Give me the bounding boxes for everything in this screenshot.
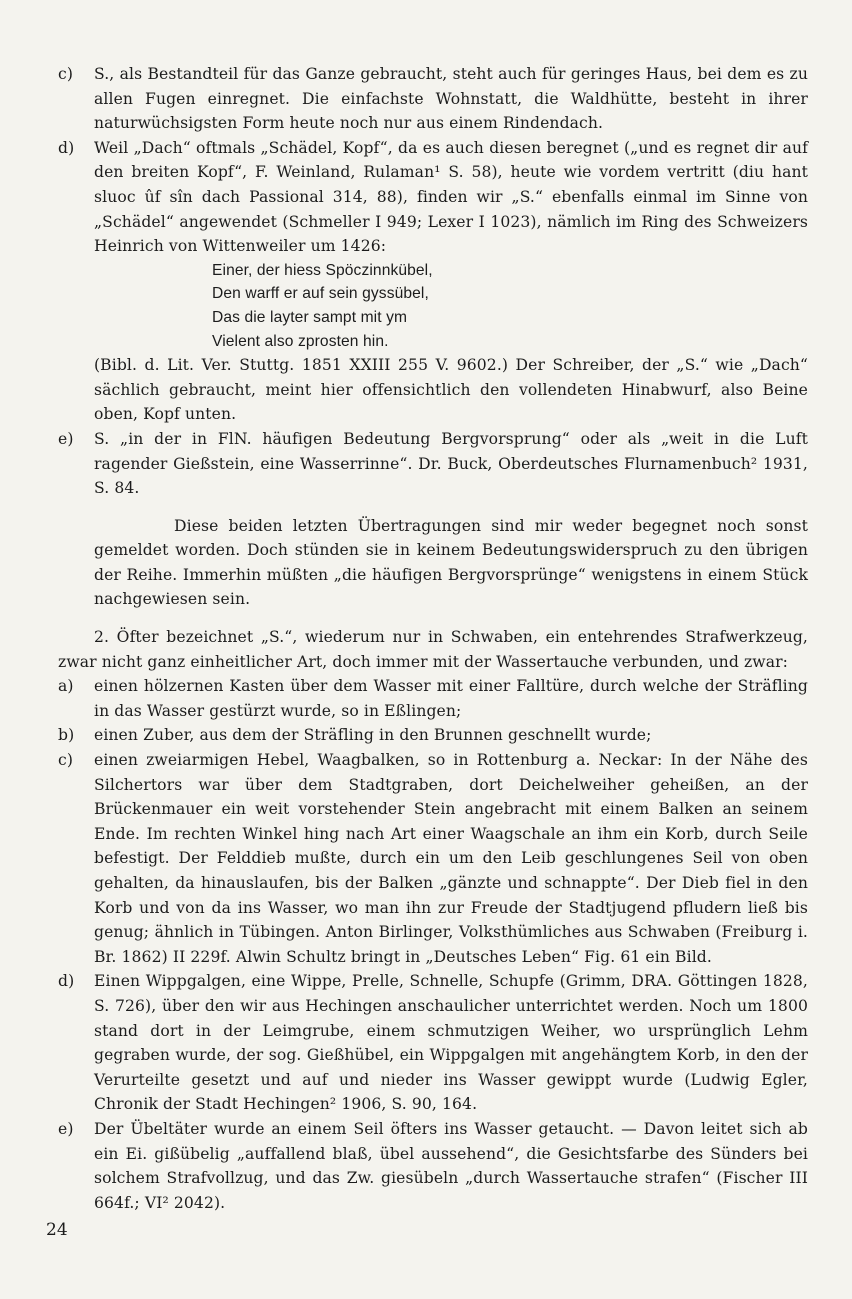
list-item <box>58 723 808 748</box>
item-text: Einen Wippgalgen, eine Wippe, Prelle, Schnelle, Schupfe (Grimm, DRA. Göttingen 1828, S. 726), über den wir aus Hechingen anschaulicher unterrichtet werden. Noch um 1800 stand dort in der Leimgrube, einem schmutzigen Weiher, wo ursprünglich Lehm gegraben wurde, der sog. Gießhübel, ein Wippgalgen mit angehängtem Korb, in den der Verurteilte gesetzt und auf und nieder ins Wasser gewippt wurde (Ludwig Egler, Chronik der Stadt Hechingen² 1906, S. 90, 164. <box>94 972 808 1114</box>
list-item <box>58 427 808 501</box>
paragraph: Diese beiden letzten Übertragungen sind mir weder begegnet noch sonst gemeldet worden. Doch stünden sie in keinem Bedeutungswiderspruch zu den übrigen der Reihe. Immerhin müßten „die häufigen Bergvorsprünge“ wenigstens in einem Stück nachgewiesen sein. <box>94 516 808 609</box>
item-text: S., als Bestandteil für das Ganze gebraucht, steht auch für geringes Haus, bei dem es zu allen Fugen einregnet. Die einfachste Wohnstatt, die Waldhütte, besteht in ihrer naturwüchsigsten Form heute noch nur aus einem Rindendach. <box>94 65 808 133</box>
verse-citation: (Bibl. d. Lit. Ver. Stuttg. 1851 XXIII 255 V. 9602.) Der Schreiber, der „S.“ wie „Dach“ sächlich gebraucht, meint hier offensichtlich den vollendeten Hinabwurf, also Beine oben, Kopf unten. <box>94 356 808 424</box>
verse-quote <box>212 259 808 353</box>
item-label: c) <box>58 65 74 83</box>
item-label: a) <box>58 677 74 696</box>
item-text: einen Zuber, aus dem der Sträfling in den Brunnen geschnellt wurde; <box>94 726 652 745</box>
list-item <box>58 136 808 259</box>
item-text: Weil „Dach“ oftmals „Schädel, Kopf“, da es auch diesen beregnet („und es regnet dir auf den breiten Kopf“, F. Weinland, Rulaman¹ S. 58), heute wie vordem vertritt (diu hant sluoc ûf sîn dach Passional 314, 88), finden wir „S.“ ebenfalls einmal im Sinne von „Schädel“ angewendet (Schmeller I 949; Lexer I 1023), nämlich im Ring des Schweizers Heinrich von Wittenweiler um 1426: <box>94 138 808 256</box>
verse-line: Vielent also zprosten hin. <box>212 332 389 350</box>
item-text: einen zweiarmigen Hebel, Waagbalken, so in Rottenburg a. Neckar: In der Nähe des Silchertors war über dem Stadtgraben, dort Deichelweiher geheißen, an der Brückenmauer ein weit vorstehender Stein angebracht mit einem Balken an seinem Ende. Im rechten Winkel hing nach Art einer Waagschale an ihm ein Korb, durch Seile befestigt. Der Felddieb mußte, durch ein um den Leib geschlungenes Seil von oben gehalten, da hinauslaufen, bis der Balken „gänzte und schnappte“. Der Dieb fiel in den Korb und von da ins Wasser, wo man ihn zur Freude der Stadtjugend pfludern ließ bis genug; ähnlich in Tübingen. Anton Birlinger, Volksthümliches aus Schwaben (Freiburg i. Br. 1862) II 229f. Alwin Schultz bringt in „Deutsches Leben“ Fig. 61 ein Bild. <box>94 751 808 966</box>
item-label: e) <box>58 429 74 448</box>
verse-line: Das die layter sampt mit ym <box>212 308 408 326</box>
item-text: S. „in der in FlN. häufigen Bedeutung Bergvorsprung“ oder als „weit in die Luft ragender Gießstein, eine Wasserrinne“. Dr. Buck, Oberdeutsches Flurnamenbuch² 1931, S. 84. <box>94 429 808 498</box>
list-item <box>58 62 808 136</box>
verse-line: Den warff er auf sein gyssübel, <box>212 285 429 303</box>
item-label: d) <box>58 138 75 157</box>
item-text: einen hölzernen Kasten über dem Wasser mit einer Falltüre, durch welche der Sträfling in das Wasser gestürzt wurde, so in Eßlingen; <box>94 677 808 720</box>
item-label: d) <box>58 972 75 991</box>
list-item <box>58 1117 808 1215</box>
list-item <box>58 674 808 723</box>
list-item <box>58 969 808 1117</box>
page-body <box>58 62 808 1215</box>
paragraph: 2. Öfter bezeichnet „S.“, wiederum nur in Schwaben, ein entehrendes Strafwerkzeug, zwar nicht ganz einheitlicher Art, doch immer mit der Wassertauche verbunden, und zwar: <box>58 628 808 671</box>
item-label: c) <box>58 751 74 770</box>
item-text: Der Übeltäter wurde an einem Seil öfters ins Wasser getaucht. — Davon leitet sich ab ein Ei. gißübelig „auffallend blaß, übel aussehend“, die Gesichtsfarbe des Sünders bei solchem Strafvollzug, und das Zw. giesübeln „durch Wassertauche strafen“ (Fischer III 664f.; VI² 2042). <box>94 1119 808 1212</box>
verse-line: Einer, der hiess Spöczinnkübel, <box>212 261 433 279</box>
list-item <box>58 748 808 969</box>
item-label: b) <box>58 726 75 745</box>
page-number: 24 <box>46 1220 68 1240</box>
item-label: e) <box>58 1119 74 1138</box>
